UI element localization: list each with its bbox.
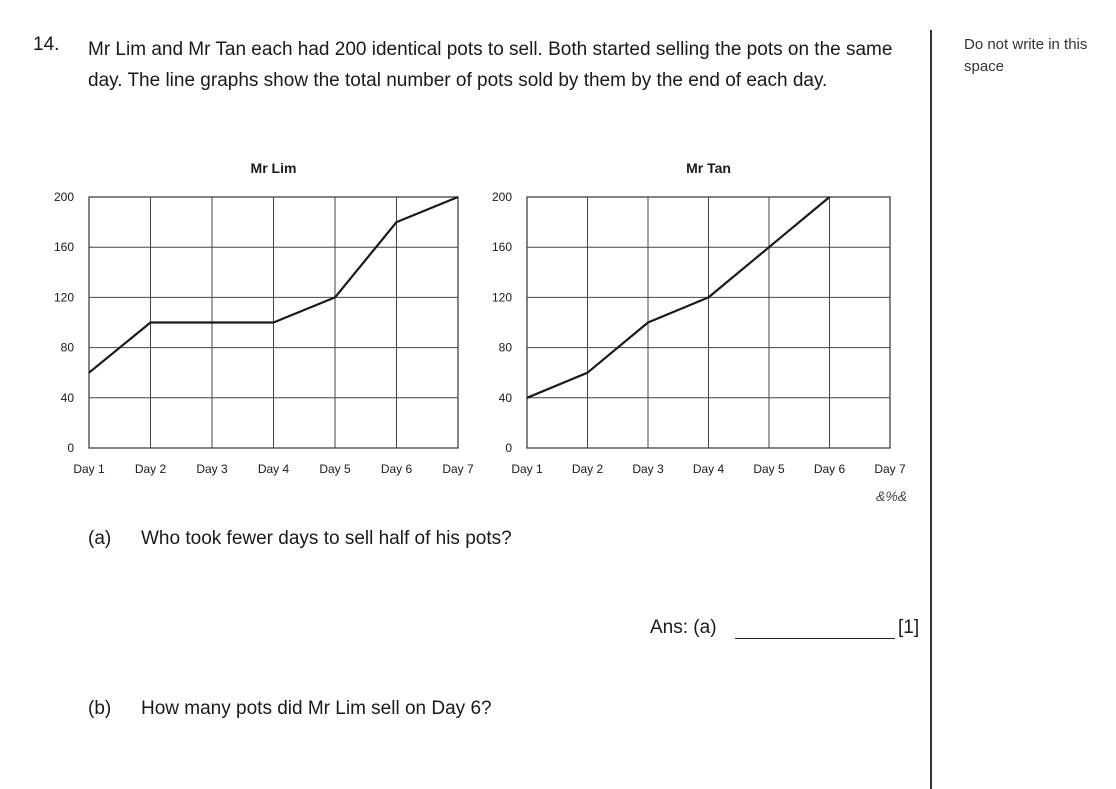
chart-2-title: Mr Tan [686,160,731,176]
part-a-question: Who took fewer days to sell half of his pots? [141,528,512,549]
chart-1-xtick-label: Day 4 [257,462,290,476]
chart-1-xtick-label: Day 1 [73,462,105,476]
question-text: Mr Lim and Mr Tan each had 200 identical pots to sell. Both started selling the pots on the same day. The line graphs show the total number of pots sold by them by the end of each day. [88,39,893,91]
chart-1-xtick-label: Day 2 [134,462,167,476]
chart-1-ytick-label: 0 [67,441,74,455]
margin-note: Do not write in this space [964,36,1088,75]
chart-2-ytick-label: 160 [491,240,512,255]
chart-1-xtick-label: Day 3 [196,462,228,476]
chart-1-xtick-label: Day 7 [442,462,474,476]
answer-blank[interactable] [735,638,895,639]
chart-1-ytick-label: 120 [53,290,74,305]
part-b-label: (b) [88,698,112,719]
chart-1-xtick-label: Day 5 [319,462,351,476]
chart-1-ytick-label: 200 [53,190,74,204]
chart-2-xtick-label: Day 7 [874,462,906,476]
chart-2-ytick-label: 40 [498,390,512,405]
chart-1-title: Mr Lim [250,160,297,176]
margin-divider [930,30,932,789]
part-a-label: (a) [88,528,112,549]
marks-label: [1] [898,617,920,638]
chart-2-ytick-label: 120 [491,290,512,305]
chart-2-ytick-label: 0 [505,441,512,455]
answer-label: Ans: (a) [650,617,717,638]
chart-2-ytick-label: 80 [498,340,512,355]
part-b-question: How many pots did Mr Lim sell on Day 6? [141,698,492,719]
chart-2-xtick-label: Day 1 [511,462,543,476]
charts-area [30,150,930,490]
handwritten-scribble: &%& [876,488,908,504]
chart-1-ytick-label: 160 [53,240,74,255]
question-number: 14. [33,34,60,55]
chart-2-xtick-label: Day 5 [753,462,785,476]
chart-1-ytick-label: 40 [60,390,74,405]
chart-1-ytick-label: 80 [60,340,74,355]
chart-2-xtick-label: Day 3 [632,462,664,476]
chart-1-xtick-label: Day 6 [380,462,413,476]
chart-2-xtick-label: Day 6 [813,462,846,476]
charts-svg [30,150,930,490]
chart-2-ytick-label: 200 [491,190,512,204]
chart-2-xtick-label: Day 4 [692,462,725,476]
chart-2-xtick-label: Day 2 [571,462,604,476]
